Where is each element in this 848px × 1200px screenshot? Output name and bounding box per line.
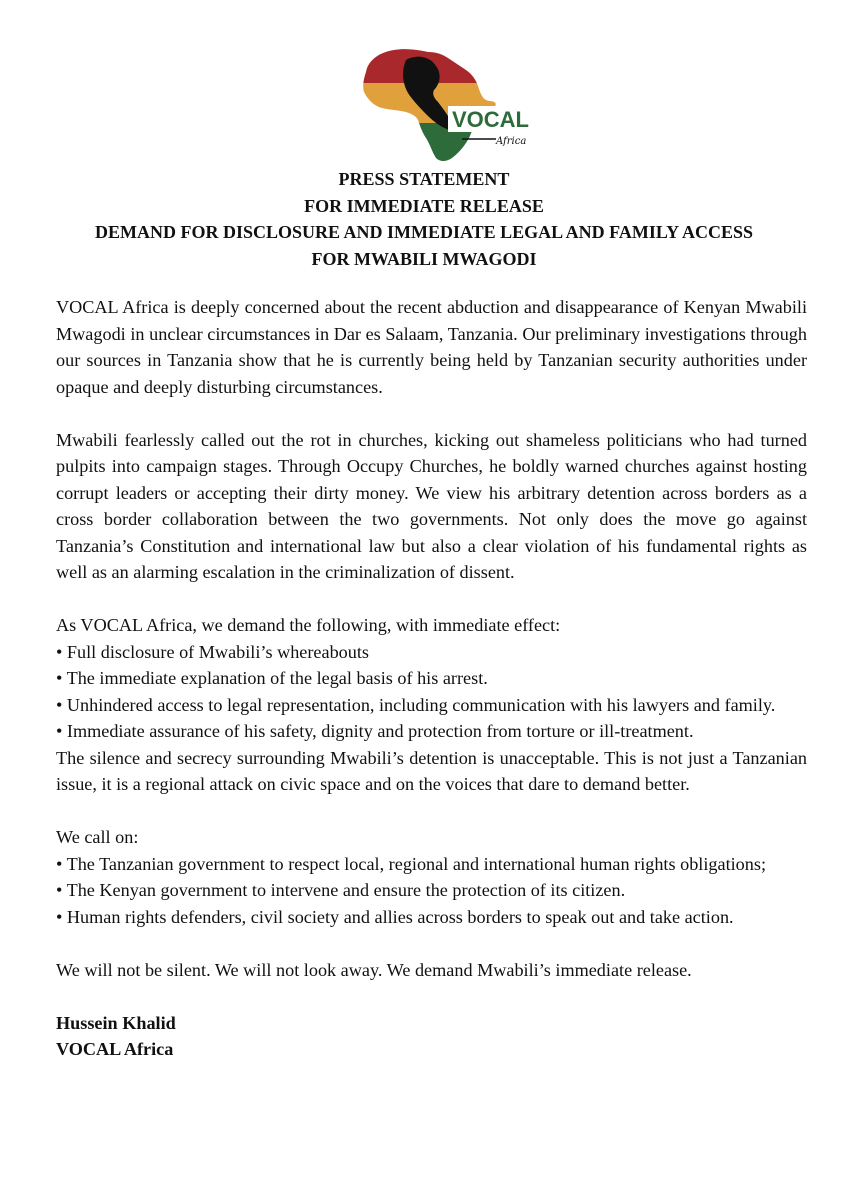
vocal-africa-logo [336,40,536,168]
call-item: • Human rights defenders, civil society and allies across borders to speak out and take action. [56,906,734,927]
paragraph-silence: The silence and secrecy surrounding Mwabili’s detention is unacceptable. This is not just a Tanzanian issue, it is a regional attack on civic space and on the voices that dare to demand better. [56,747,807,794]
call-intro: We call on: [56,827,139,847]
closing-statement: We will not be silent. We will not look away. We demand Mwabili’s immediate release. [56,959,692,980]
heading-demand: DEMAND FOR DISCLOSURE AND IMMEDIATE LEGAL AND FAMILY ACCESS [94,222,754,242]
paragraph-background: Mwabili fearlessly called out the rot in churches, kicking out shameless politicians who had turned pulpits into campaign stages. Through Occupy Churches, he boldly warned churches against hosting corrupt leaders or accepting their dirty money. We view his arbitrary detention across borders as a cross border collaboration between the two governments. Not only does the move go against Tanzania’s Constitution and international law but also a clear violation of his fundamental rights as well as an alarming escalation in the criminalization of dissent. [56,429,807,582]
signatory-name: Hussein Khalid [56,1012,176,1033]
africa-map-icon [336,40,536,168]
demand-item: • Unhindered access to legal representation, including communication with his lawyers and family. [56,694,776,715]
demand-item: • The immediate explanation of the legal basis of his arrest. [56,668,488,688]
logo-sub-text: Africa [496,136,527,147]
paragraph-concern: VOCAL Africa is deeply concerned about the recent abduction and disappearance of Kenyan Mwabili Mwagodi in unclear circumstances in Dar es Salaam, Tanzania. Our preliminary investigations through our sources in Tanzania show that he is currently being held by Tanzanian security authorities under opaque and deeply disturbing circumstances. [56,297,807,397]
statement-headings [40,166,808,272]
demand-item: • Full disclosure of Mwabili’s whereabouts [56,641,369,662]
call-item: • The Kenyan government to intervene and ensure the protection of its citizen. [56,880,626,900]
heading-immediate-release: FOR IMMEDIATE RELEASE [304,195,544,216]
statement-body [56,294,807,1063]
heading-subject: FOR MWABILI MWAGODI [311,248,537,269]
heading-press-statement: PRESS STATEMENT [338,169,510,189]
signatory-org: VOCAL Africa [56,1039,174,1059]
logo-brand-text: VOCAL [452,107,529,132]
demands-intro: As VOCAL Africa, we demand the following, with immediate effect: [56,615,561,635]
demand-item: • Immediate assurance of his safety, dignity and protection from torture or ill-treatment. [56,721,694,741]
call-item: • The Tanzanian government to respect local, regional and international human rights obligations; [56,853,766,874]
